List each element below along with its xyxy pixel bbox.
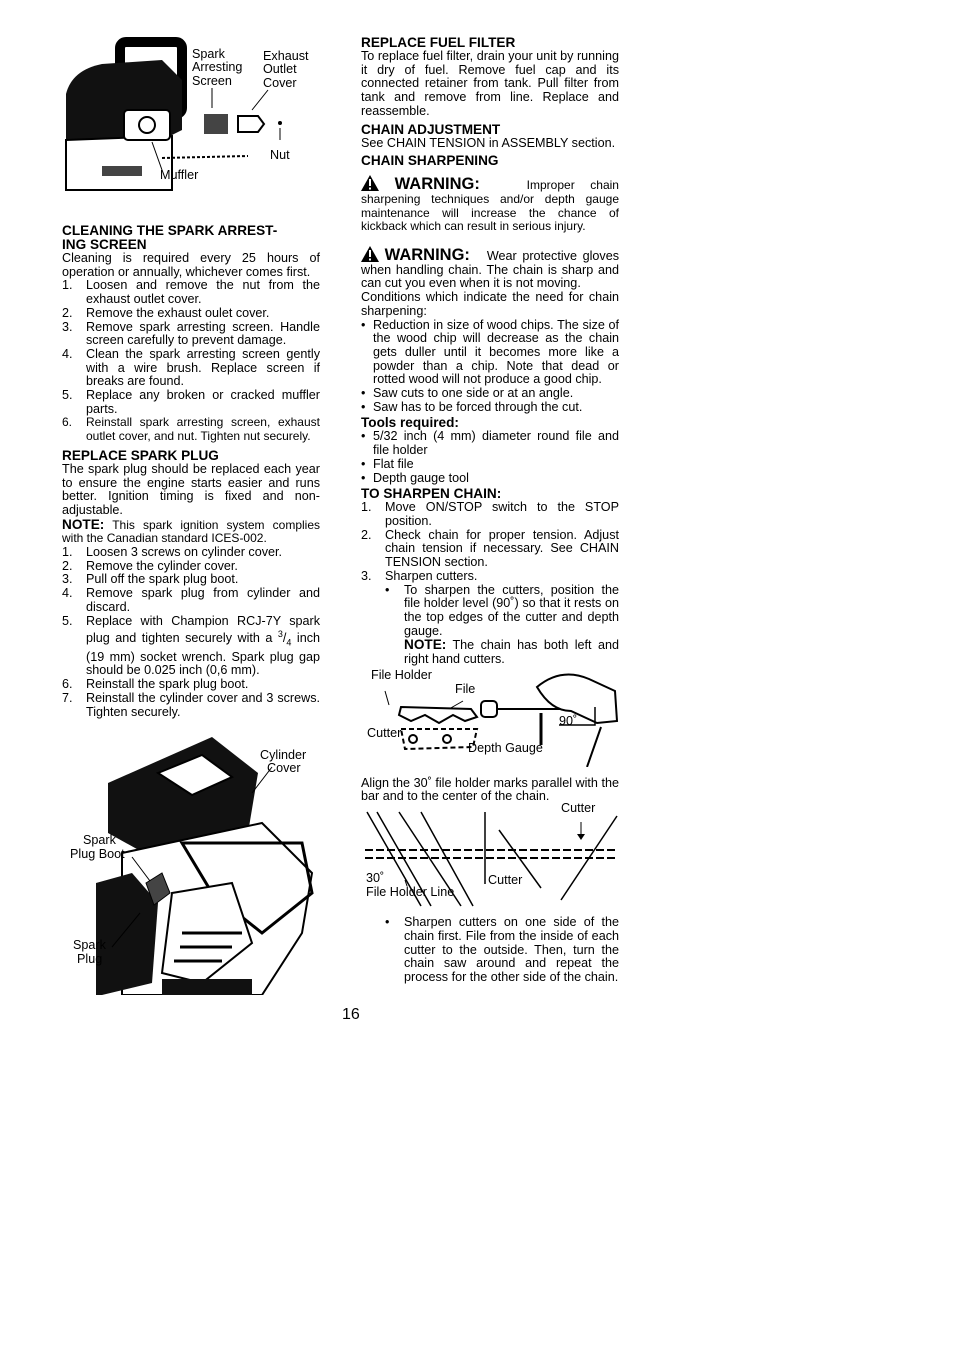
label-cover: Cover <box>263 76 297 90</box>
cleaning-heading-line2: ING SCREEN <box>62 237 147 252</box>
muffler-figure <box>62 30 320 192</box>
bullet-text: Sharpen cutters on one side of the chain first. File from the inside of each cutter to the outside. Then, turn the chain saw around and repeat the process for the other side of the chain. <box>404 915 619 984</box>
list-item <box>62 692 320 719</box>
list-item <box>62 416 320 443</box>
tools-heading: Tools required: <box>361 415 459 431</box>
cleaning-steps <box>62 279 320 443</box>
step-text: inch (19 mm) socket wrench. Spark plug gap should be 0.025 inch (0,6 mm). <box>86 631 321 678</box>
step-text: Check chain for proper tension. Adjust chain tension if necessary. See CHAIN TENSION section. <box>385 527 619 570</box>
bullet-icon: • <box>361 470 366 485</box>
step-number: 2. <box>361 527 372 542</box>
step-text: Sharpen cutters. <box>385 568 478 583</box>
list-item <box>62 389 320 416</box>
file-angle-figure <box>361 801 619 914</box>
fuel-filter-text: To replace fuel filter, drain your unit by running it dry of fuel. Remove fuel cap and its connected retainer from tank. Pull filter from tank and remove from line. Replace and reassemble. <box>361 49 619 118</box>
right-column <box>361 36 619 985</box>
conditions-text: Conditions which indicate the need for chain sharpening: <box>361 290 619 318</box>
label-30-degrees: 30˚ <box>366 871 385 886</box>
bullet-icon: • <box>361 399 366 414</box>
step-text: Remove spark plug from cylinder and discard. <box>86 586 320 614</box>
cleaning-heading <box>62 224 320 252</box>
label-file: File <box>455 681 476 696</box>
cleaning-heading-line1: CLEANING THE SPARK ARREST- <box>62 223 278 238</box>
list-item <box>62 279 320 306</box>
warning-2 <box>361 246 619 291</box>
spark-plug-steps <box>62 546 320 719</box>
list-item <box>62 573 320 587</box>
label-exhaust: Exhaust <box>263 49 309 63</box>
label-cylinder-cover: Cover <box>267 761 301 776</box>
sharpen-steps <box>361 501 619 583</box>
list-item <box>361 430 619 457</box>
page-number: 16 <box>342 1006 360 1023</box>
spark-plug-figure <box>62 733 320 995</box>
list-item <box>361 501 619 528</box>
warning-icon <box>361 175 379 191</box>
step-text: Replace any broken or cracked muffler parts. <box>86 388 320 416</box>
step-text: Loosen and remove the nut from the exhaust outlet cover. <box>86 278 320 307</box>
list-item <box>361 401 619 415</box>
label-cutter-bottom: Cutter <box>488 873 523 888</box>
note-text: This spark ignition system complies with the Canadian standard ICES-002. <box>62 517 320 546</box>
sharpen-note <box>361 638 619 666</box>
step-text: Clean the spark arresting screen gently with a wire brush. Replace screen if breaks are found. <box>86 346 320 389</box>
step-number: 1. <box>62 278 73 293</box>
spark-plug-intro: The spark plug should be replaced each year to ensure the engine starts easier and runs better. Ignition timing is fixed and non-adjustable. <box>62 461 320 517</box>
warning-1 <box>361 175 619 234</box>
step-text: Loosen 3 screws on cylinder cover. <box>86 545 283 560</box>
warning-icon <box>361 246 379 262</box>
label-muffler: Muffler <box>160 168 199 182</box>
step-number: 4. <box>62 346 73 361</box>
label-outlet: Outlet <box>263 62 297 76</box>
label-90-degrees: 90˚ <box>559 713 578 728</box>
note-text: The chain has both left and right hand cutters. <box>404 638 619 667</box>
label-cutter: Cutter <box>367 725 402 740</box>
bullet-text: To sharpen the cutters, position the file holder level (90˚) so that it rests on the top edges of the cutter and depth gauge. <box>404 582 619 638</box>
align-text: Align the 30˚ file holder marks parallel with the bar and to the center of the chain. <box>361 775 619 804</box>
bullet-icon: • <box>385 582 390 597</box>
label-cylinder: Cylinder <box>260 748 307 763</box>
list-item <box>361 472 619 486</box>
fraction-denominator: 4 <box>286 637 292 648</box>
sub-bullet <box>361 916 619 985</box>
label-file-holder: File Holder <box>371 667 432 682</box>
bullet-icon: • <box>361 317 366 332</box>
label-spark-plug: Spark <box>73 938 106 953</box>
list-item <box>361 387 619 401</box>
list-item <box>62 678 320 692</box>
list-item <box>361 458 619 472</box>
bullet-icon: • <box>361 386 366 401</box>
fraction-numerator: 3 <box>277 629 283 640</box>
step-number: 3. <box>62 572 73 587</box>
label-spark: Spark <box>192 47 225 61</box>
list-item <box>361 529 619 570</box>
step-text: Replace with Champion RCJ-7Y spark plug and tighten securely with a <box>86 613 320 646</box>
step-text: Remove the cylinder cover. <box>86 558 238 573</box>
step-number: 6. <box>62 677 73 692</box>
step-number: 3. <box>361 568 372 583</box>
step-text: Remove the exhaust oulet cover. <box>86 305 270 320</box>
list-item <box>62 348 320 389</box>
bullet-text: 5/32 inch (4 mm) diameter round file and file holder <box>373 429 619 458</box>
label-cutter-top: Cutter <box>561 801 596 816</box>
warning-text: Wear protective gloves when handling chain. The chain is sharp and can cut you even when it is not moving. <box>361 249 619 291</box>
chain-adjustment-text: See CHAIN TENSION in ASSEMBLY section. <box>361 135 616 150</box>
list-item <box>62 560 320 574</box>
step-text: Reinstall the spark plug boot. <box>86 677 249 692</box>
step-text: Reinstall the cylinder cover and 3 screws. Tighten securely. <box>86 690 320 719</box>
step-number: 4. <box>62 586 73 601</box>
step-number: 5. <box>62 388 73 403</box>
step-text: Pull off the spark plug boot. <box>86 572 239 587</box>
bullet-text: Depth gauge tool <box>373 470 469 485</box>
label-file-holder-line: File Holder Line <box>366 885 455 900</box>
chain-adjustment-heading: CHAIN ADJUSTMENT <box>361 121 501 137</box>
step-number: 2. <box>62 305 73 320</box>
label-depth-gauge: Depth Gauge <box>468 740 543 755</box>
step-number: 1. <box>361 500 372 515</box>
bullet-icon: • <box>361 456 366 471</box>
conditions-list <box>361 319 619 415</box>
list-item <box>361 570 619 584</box>
step-number: 3. <box>62 319 73 334</box>
left-column <box>62 30 320 995</box>
label-plug-boot: Plug Boot <box>70 847 125 862</box>
fuel-filter-heading: REPLACE FUEL FILTER <box>361 35 516 50</box>
bullet-text: Flat file <box>373 456 414 471</box>
bullet-text: Saw cuts to one side or at an angle. <box>373 386 574 401</box>
list-item <box>361 319 619 388</box>
sharpen-heading: TO SHARPEN CHAIN: <box>361 486 502 502</box>
label-plug: Plug <box>77 952 103 967</box>
step-number: 1. <box>62 545 73 560</box>
list-item: 5. Replace with Champion RCJ-7Y spark plug and tighten securely with a $^3/_4$ inch (19 mm) socket wrench. Spark plug gap should be 0.025 inch (0,6 mm). <box>62 613 321 678</box>
step-text: Reinstall spark arresting screen, exhaust outlet cover, and nut. Tighten nut securely. <box>86 415 320 444</box>
note-label: NOTE: <box>404 637 447 653</box>
chain-sharpening-heading: CHAIN SHARPENING <box>361 153 499 169</box>
step-text: Move ON/STOP switch to the STOP position. <box>385 500 619 528</box>
spark-plug-heading: REPLACE SPARK PLUG <box>62 447 219 463</box>
label-spark-boot: Spark <box>83 833 116 848</box>
tools-list <box>361 430 619 485</box>
step-number: 5. <box>62 613 73 628</box>
list-item <box>62 546 320 560</box>
bullet-text: Saw has to be forced through the cut. <box>373 399 583 414</box>
warning-text: Improper chain sharpening techniques and/or depth gauge maintenance will increase the chance of kickback which can result in serious injury. <box>361 178 619 234</box>
bullet-icon: • <box>385 915 390 930</box>
step-number: 7. <box>62 690 73 705</box>
label-arresting: Arresting <box>192 60 243 74</box>
note-label: NOTE: <box>62 516 105 532</box>
sub-bullet <box>361 584 619 639</box>
step-number: 6. <box>62 415 73 430</box>
cleaning-intro: Cleaning is required every 25 hours of operation or annually, whichever comes first. <box>62 251 320 279</box>
step-number: 2. <box>62 558 73 573</box>
bullet-icon: • <box>361 429 366 444</box>
bullet-text: Reduction in size of wood chips. The size of the wood chip will decrease as the chain gets duller until it becomes more like a powder than a chip. Note that dead or rotted wood will not produce a good chip. <box>373 317 619 387</box>
list-item <box>62 307 320 321</box>
label-screen: Screen <box>192 74 232 88</box>
label-nut: Nut <box>270 148 290 162</box>
step-text: Remove spark arresting screen. Handle screen carefully to prevent damage. <box>86 319 320 348</box>
warning-label: WARNING: <box>384 246 470 265</box>
file-holder-figure <box>361 667 619 767</box>
warning-label: WARNING: <box>394 175 480 194</box>
list-item <box>62 587 320 614</box>
spark-plug-note <box>62 518 320 546</box>
list-item <box>62 321 320 348</box>
